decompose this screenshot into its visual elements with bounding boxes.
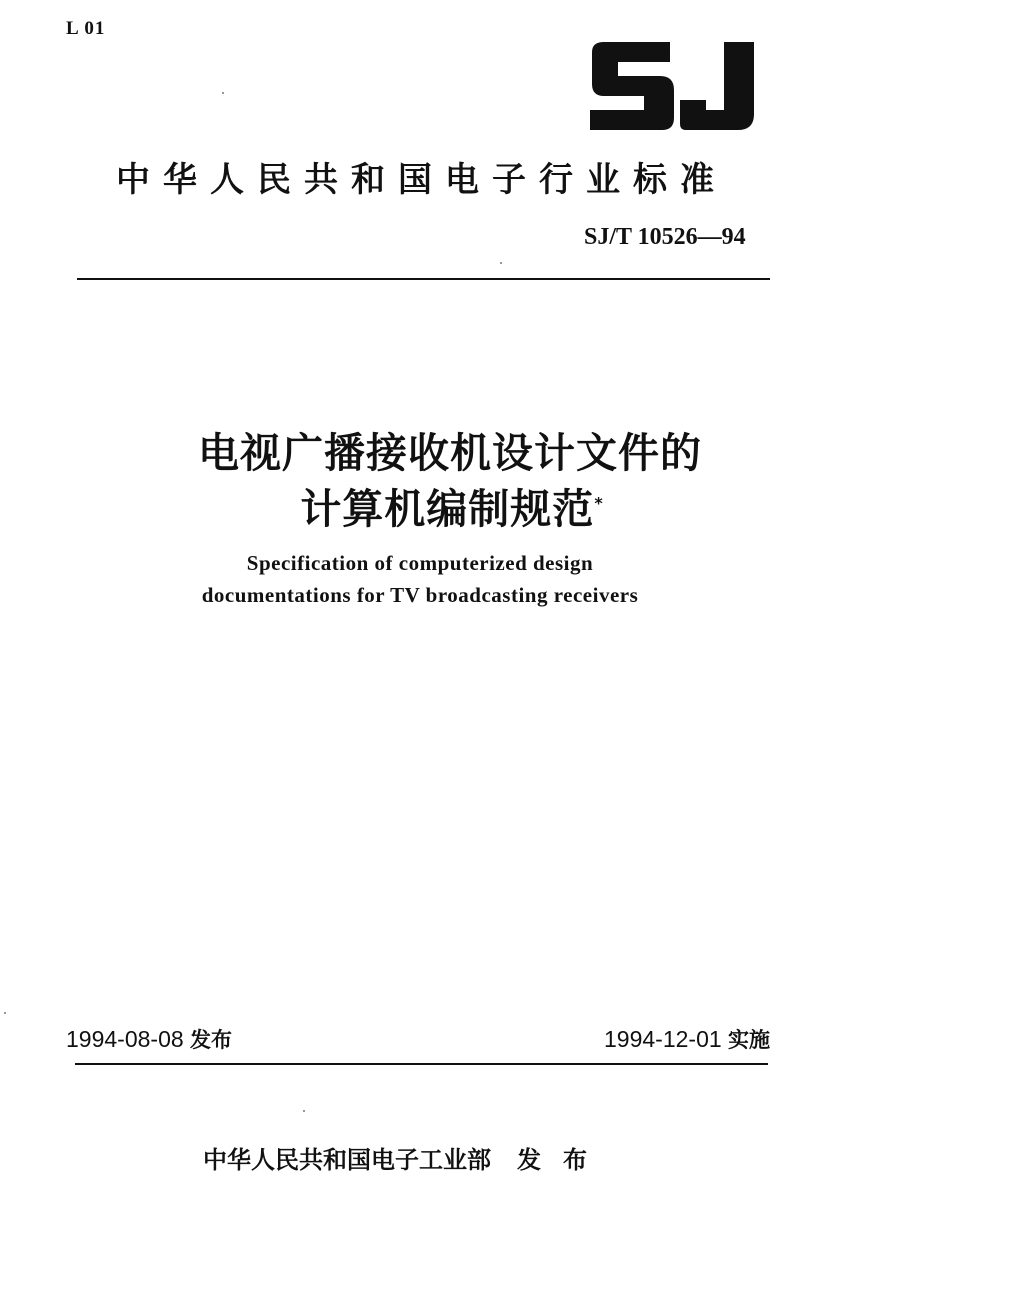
scan-speck (222, 92, 224, 94)
implement-date-block (604, 1024, 770, 1054)
standard-category: 中华人民共和国电子行业标准 (116, 160, 727, 200)
sj-logo (582, 38, 760, 134)
scan-speck (4, 1012, 6, 1014)
scan-speck (303, 1110, 305, 1112)
issue-label: 发布 (190, 1028, 233, 1052)
publisher-line (203, 1140, 609, 1175)
publisher-action: 发布 (517, 1146, 609, 1174)
scan-speck (500, 262, 502, 264)
title-zh-line-2-text: 计算机编制规范 (300, 485, 595, 533)
title-en-line-1: Specification of computerized design (246, 551, 594, 575)
title-zh-line-1: 电视广播接收机设计文件的 (198, 429, 702, 477)
title-en-line-2: documentations for TV broadcasting receivers (201, 583, 639, 607)
standard-number: SJ/T 10526—94 (584, 224, 746, 250)
title-zh-line-2 (112, 476, 792, 535)
classification-code: L 01 (66, 18, 106, 39)
header-divider (77, 278, 770, 280)
publisher-name: 中华人民共和国电子工业部 (203, 1146, 491, 1174)
implement-label: 实施 (728, 1028, 771, 1052)
issue-date-block (66, 1024, 232, 1054)
issue-date: 1994-08-08 (66, 1026, 184, 1052)
dates-divider (75, 1063, 768, 1065)
implement-date: 1994-12-01 (604, 1026, 722, 1052)
title-footnote-mark: * (594, 493, 604, 513)
